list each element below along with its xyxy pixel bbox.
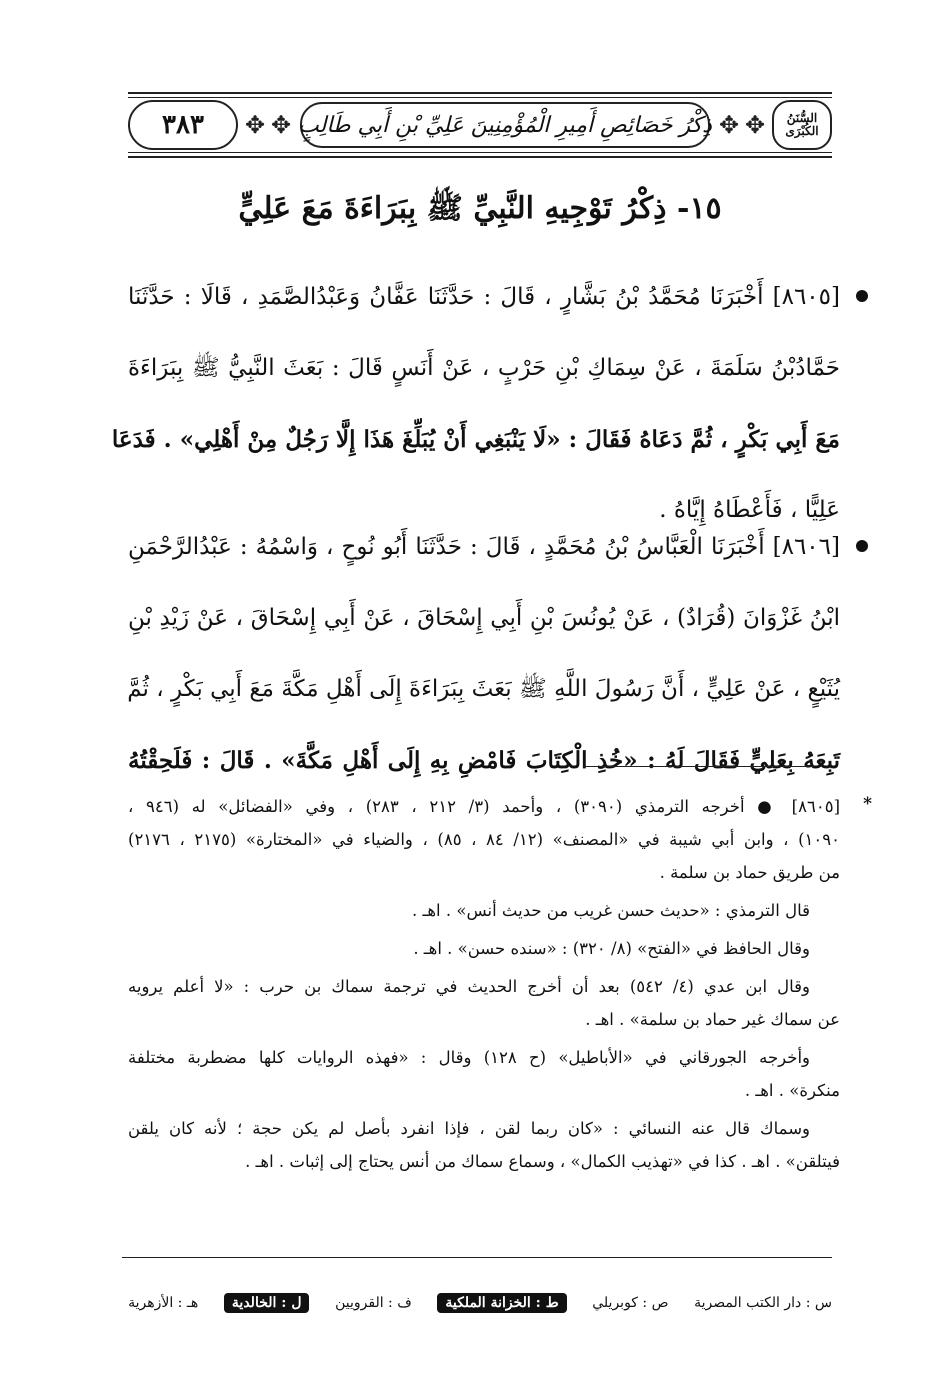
bullet-icon: [856, 290, 868, 302]
footnote-line: وسماك قال عنه النسائي : «كان ربما لقن ، فإذا انفرد بأصل لم يكن حجة ؛ لأنه كان يلقن: [128, 1119, 810, 1138]
running-title: [300, 102, 710, 148]
ornament-knot-icon: ✥: [744, 111, 766, 139]
siglum-item: هـ : الأزهرية: [128, 1295, 199, 1311]
hadith-8606: [128, 512, 840, 796]
siglum-item-highlighted: ط : الخزانة الملكية: [437, 1293, 566, 1313]
hadith-8605: [111, 262, 840, 546]
page-number: ٣٨٣: [162, 109, 204, 140]
ornament-knot-icon: ✥: [718, 111, 740, 139]
header-rule-bottom: [128, 156, 832, 158]
footnote-line: [٨٦٠٥] ● أخرجه الترمذي (٣٠٩٠) ، وأحمد (٣/ ٢١٢ ، ٢٨٣) ، وفي «الفضائل» له (٩٤٦ ،: [128, 797, 841, 816]
book-emblem: [772, 100, 832, 150]
siglum-item: ف : القرويين: [335, 1295, 412, 1311]
hadith-line: حَمَّادُبْنُ سَلَمَةَ ، عَنْ سِمَاكِ بْنِ حَرْبٍ ، عَنْ أَنَسٍ قَالَ : بَعَثَ النَّبِيُّ ﷺ بِبَرَاءَةَ: [128, 355, 840, 381]
footnote-line: قال الترمذي : «حديث حسن غريب من حديث أنس» . اهـ .: [412, 901, 810, 920]
footnote-line: منكرة» . اهـ .: [744, 1081, 840, 1100]
hadith-line: عَلِيًّا ، فَأَعْطَاهُ إِيَّاهُ .: [659, 497, 840, 523]
siglum-item-highlighted: ل : الخالدية: [224, 1293, 310, 1313]
footnote-line: عن سماك غير حماد بن سلمة» . اهـ .: [585, 1010, 840, 1029]
bullet-icon: [856, 540, 868, 552]
chapter-heading: ١٥- ذِكْرُ تَوْجِيهِ النَّبِيِّ ﷺ بِبَرَاءَةَ مَعَ عَلِيٍّ: [238, 191, 722, 226]
header-rule-bottom-inner: [128, 152, 832, 153]
running-title-text: ذِكْرُ خَصَائِصِ أَمِيرِ الْمُؤْمِنِينَ عَلِيِّ بْنِ أَبِي طَالِبٍ: [298, 112, 712, 138]
footnote-line: وقال ابن عدي (٤/ ٥٤٢) بعد أن أخرج الحديث في ترجمة سماك بن حرب : «لا أعلم يرويه: [128, 977, 811, 996]
footnote-line: وقال الحافظ في «الفتح» (٨/ ٣٢٠) : «سنده حسن» . اهـ .: [413, 939, 810, 958]
siglum-item: ص : كوبريلي: [592, 1295, 669, 1311]
bottom-rule: [122, 1257, 832, 1258]
hadith-line: مَعَ أَبِي بَكْرٍ ، ثُمَّ دَعَاهُ فَقَالَ : «لَا يَنْبَغِي أَنْ يُبَلِّغَ هَذَا إِلَّا رَجُلٌ مِنْ أَهْلِي» . فَدَعَا: [111, 426, 840, 453]
footnote-marker: *: [863, 794, 872, 814]
header-rule-top: [128, 92, 832, 94]
header-rule-top-inner: [128, 97, 832, 98]
siglum-item: س : دار الكتب المصرية: [694, 1295, 832, 1311]
ornament-knot-icon: ✥: [270, 111, 292, 139]
ornament-knot-icon: ✥: [244, 111, 266, 139]
hadith-line: [٨٦٠٦] أَخْبَرَنَا الْعَبَّاسُ بْنُ مُحَمَّدٍ ، قَالَ : حَدَّثَنَا أَبُو نُوحٍ ، وَاسْمُهُ : عَبْدُالرَّحْمَنِ: [128, 534, 840, 560]
hadith-line: ابْنُ غَزْوَانَ (قُرَادٌ) ، عَنْ يُونُسَ بْنِ أَبِي إِسْحَاقَ ، عَنْ أَبِي إِسْحَاقَ ، عَنْ زَيْدِ بْنِ: [128, 605, 840, 631]
footnote-line: فيتلقن» . اهـ . كذا في «تهذيب الكمال» ، وسماع سماك من أنس يحتاج إلى إثبات . اهـ .: [245, 1152, 840, 1171]
hadith-line: يُثَيْعٍ ، عَنْ عَلِيٍّ ، أَنَّ رَسُولَ اللَّهِ ﷺ بَعَثَ بِبَرَاءَةَ إِلَى أَهْلِ مَكَّةَ مَعَ أَبِي بَكْرٍ ، ثُمَّ: [127, 676, 840, 702]
page-number-box: [128, 100, 238, 150]
page-header: [128, 92, 832, 158]
hadith-line: تَبِعَهُ بِعَلِيٍّ فَقَالَ لَهُ : «خُذِ الْكِتَابَ فَامْضِ بِهِ إِلَى أَهْلِ مَكَّةَ» . قَالَ : فَلَحِقْتُهُ: [128, 747, 840, 774]
footnote-line: وأخرجه الجورقاني في «الأباطيل» (ح ١٢٨) وقال : «فهذه الروايات كلها مضطربة مختلفة: [128, 1048, 810, 1067]
footnote-line: ١٠٩٠) ، وابن أبي شيبة في «المصنف» (١٢/ ٨٤ ، ٨٥) ، والضياء في «المختارة» (٢١٧٥ ، ٢١٧٦): [128, 830, 840, 849]
manuscript-sigla: [128, 1293, 832, 1313]
footnote-divider: [584, 766, 814, 767]
book-emblem-text: السُّنَنُ الكُبْرَى: [785, 110, 819, 138]
hadith-line: [٨٦٠٥] أَخْبَرَنَا مُحَمَّدُ بْنُ بَشَّارٍ ، قَالَ : حَدَّثَنَا عَفَّانُ وَعَبْدُالصَّمَدِ ، قَالَا : حَدَّثَنَا: [128, 284, 840, 310]
footnote-line: من طريق حماد بن سلمة .: [659, 863, 840, 882]
footnotes: [128, 790, 872, 1178]
